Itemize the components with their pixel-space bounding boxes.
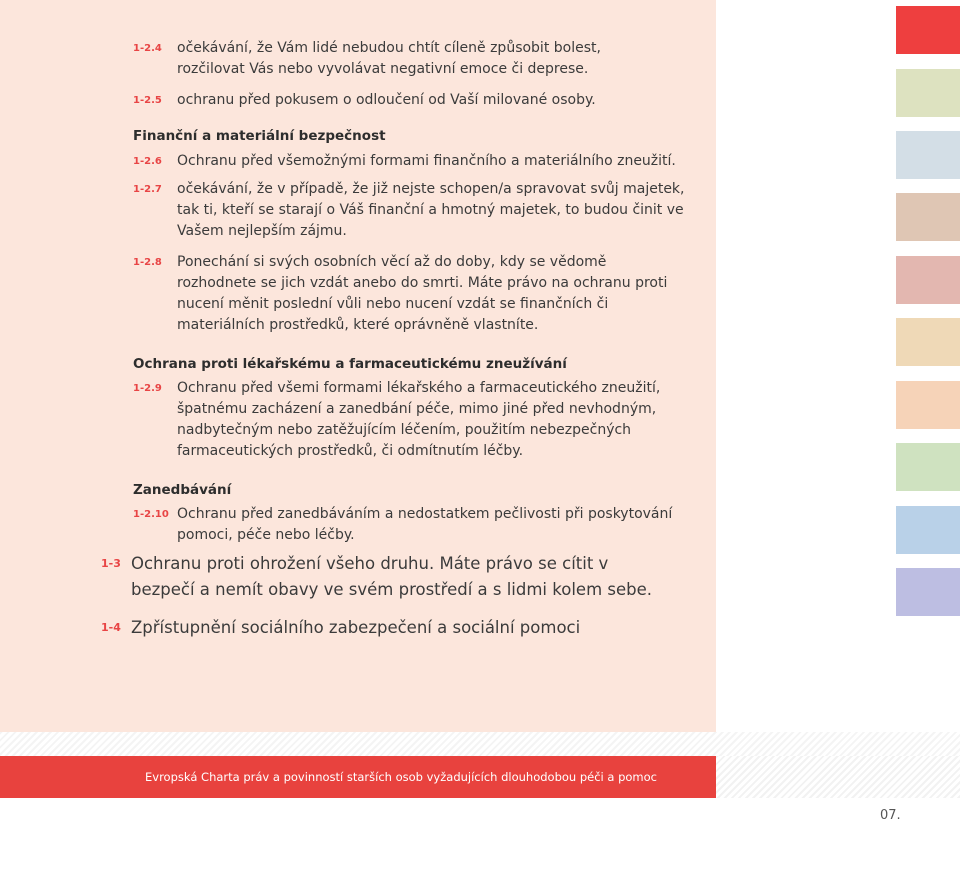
item-text: Ochranu před všemi formami lékařského a farmaceutického zneužití, špatnému zacházení a zanedbání péče, mimo jiné před nevhodným, nadbytečným nebo zatěžujícím léčením, použitím nebezpečných farmaceutických prostředků, či odmítnutím léčby. [177,380,661,459]
color-tab-3 [896,131,960,179]
list-item-1-2-4 [133,38,703,80]
item-number: 1-2.4 [133,43,162,54]
footer-band-extension [716,756,960,798]
list-item-1-2-7 [133,179,703,242]
item-number: 1-2.8 [133,257,162,268]
list-item-1-4 [101,615,701,641]
color-tab-2 [896,69,960,117]
item-text: očekávání, že v případě, že již nejste schopen/a spravovat svůj majetek, tak ti, kteří se starají o Váš finanční a hmotný majetek, to budou činit ve Vašem nejlepším zájmu. [177,181,685,239]
page-number: 07. [880,808,901,823]
item-number: 1-3 [101,557,121,570]
color-tab-5 [896,256,960,304]
item-text: ochranu před pokusem o odloučení od Vaší milované osoby. [177,92,596,108]
item-text: očekávání, že Vám lidé nebudou chtít cíleně způsobit bolest, rozčilovat Vás nebo vyvolávat negativní emoce či deprese. [177,40,601,77]
color-tab-9 [896,506,960,554]
item-text: Ochranu proti ohrožení všeho druhu. Máte právo se cítit v bezpečí a nemít obavy ve svém prostředí a s lidmi kolem sebe. [131,554,652,599]
item-text: Zpřístupnění sociálního zabezpečení a sociální pomoci [131,618,581,637]
list-item-1-2-9 [133,378,703,462]
list-item-1-2-5 [133,90,703,111]
item-text: Ochranu před všemožnými formami finančního a materiálního zneužití. [177,153,676,169]
color-tab-7 [896,381,960,429]
list-item-1-2-8 [133,252,703,336]
item-number: 1-2.6 [133,156,162,167]
list-item-1-2-6 [133,151,703,172]
color-tab-8 [896,443,960,491]
footer-hatch [0,732,960,756]
item-number: 1-4 [101,621,121,634]
footer-title: Evropská Charta práv a povinností starších osob vyžadujících dlouhodobou péči a pomoc [145,770,657,784]
item-text: Ochranu před zanedbáváním a nedostatkem pečlivosti při poskytování pomoci, péče nebo léčby. [177,506,673,543]
color-tab-6 [896,318,960,366]
list-item-1-2-10 [133,504,703,546]
color-tab-1 [896,6,960,54]
item-number: 1-2.10 [133,509,169,520]
item-text: Ponechání si svých osobních věcí až do doby, kdy se vědomě rozhodnete se jich vzdát anebo do smrti. Máte právo na ochranu proti nucení měnit poslední vůli nebo nucení vzdát se finančních či materiálních prostředků, které oprávněně vlastníte. [177,254,668,333]
list-item-1-3 [101,551,701,603]
section-heading-neglect: Zanedbávání [133,482,232,498]
color-tab-4 [896,193,960,241]
section-heading-financial: Finanční a materiální bezpečnost [133,128,386,144]
item-number: 1-2.9 [133,383,162,394]
color-tab-10 [896,568,960,616]
section-heading-medical: Ochrana proti lékařskému a farmaceutickému zneužívání [133,356,567,372]
item-number: 1-2.7 [133,184,162,195]
item-number: 1-2.5 [133,95,162,106]
